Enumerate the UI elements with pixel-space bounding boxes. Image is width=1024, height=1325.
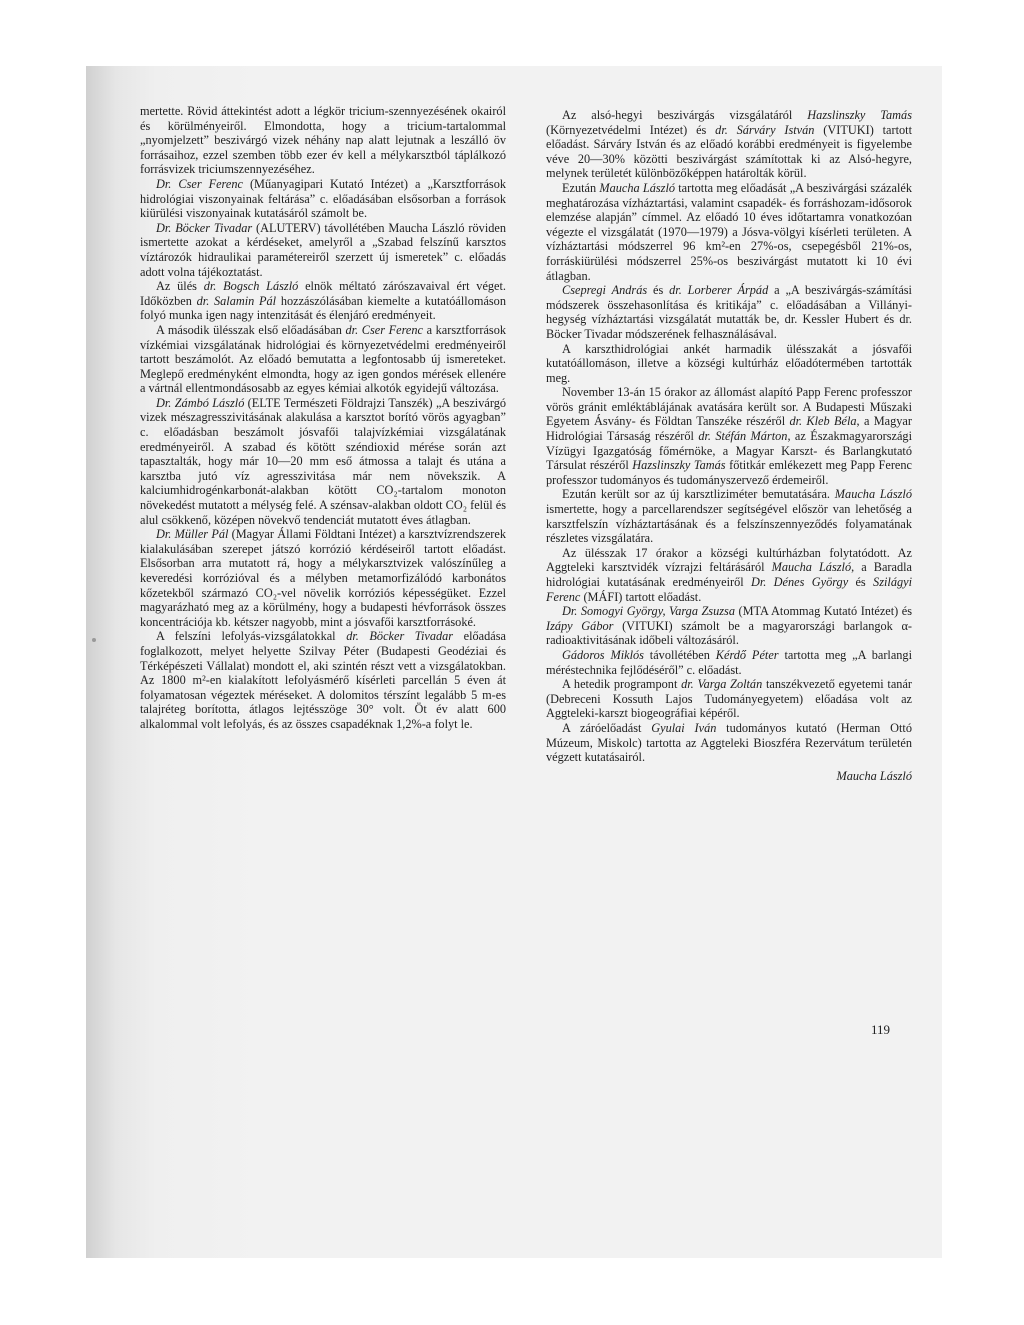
paragraph-text: (Magyar Állami Földtani Intézet) a karsztvízrendszerek kialakulásában szerepet játszó korrózió kérdéseiről tartott előadást. Elsősorban arra mutatott rá, hogy a mélykarsztvizek valószínűleg a keveredési korrózióval és a mélyben metamorfizálódó karbonátos kőzetekből származó CO₂-vel növelik korróziós képességüket. Ezzel magyarázható meg az a körülmény, hogy a budapesti hévforrások összes koncentrációja kb. kétszer nagyobb, mint a jósvafői karsztforrásoké. xyxy=(140,527,506,629)
paragraph xyxy=(546,487,912,545)
person-name: dr. Varga Zoltán xyxy=(681,677,763,692)
paragraph-text: és xyxy=(848,575,874,589)
paragraph xyxy=(546,181,912,283)
paragraph-text: (MÁFI) tartott előadást. xyxy=(580,589,702,604)
paragraph-text: (Környezetvédelmi Intézet) és xyxy=(546,122,716,137)
person-name: Csepregi András xyxy=(562,283,648,298)
paragraph-text: A karszthidrológiai ankét harmadik ülésszakát a jósvafői kutatóállomáson, illetve a községi kultúrház előadótermében tartották meg. xyxy=(546,341,912,385)
paragraph-text: tartotta meg „A barlangi méréstechnika fejlődéséről” c. előadást. xyxy=(546,647,912,677)
person-name: Dr. Müller Pál xyxy=(156,527,229,542)
person-name: dr. Bogsch László xyxy=(203,279,299,294)
person-name: Hazslinszky Tamás xyxy=(632,458,726,473)
paragraph xyxy=(546,546,912,604)
paragraph xyxy=(140,177,506,221)
paragraph-text: , a Magyar Hidrológiai Társaság részéről xyxy=(546,414,912,444)
paragraph xyxy=(140,527,506,629)
paragraph-text: (VITUKI) tartott előadást. Sárváry István és az előadó korábbi eredményeit is figyelembe véve 20—30% közötti beszivárgást számítottak ki az Alsó-hegyre, melynek területét különbözőképpen határolták körül. xyxy=(546,122,912,181)
person-name: Gyulai Iván xyxy=(651,720,717,735)
paragraph-text: ismertette, hogy a parcellarendszer segítségével először van lehetőség a karsztfelszín vízháztartásának és a felszínszennyeződés folyamatának részletes vizsgálatára. xyxy=(546,502,912,546)
paragraph-text: tudományos kutató (Herman Ottó Múzeum, Miskolc) tartotta az Aggteleki Bioszféra Rezervátum területén végzett kutatásairól. xyxy=(546,720,912,765)
paragraph xyxy=(546,385,912,487)
paragraph-text: (Műanyagipari Kutató Intézet) a „Karsztforrások hidrológiai viszonyainak feltárása” c. előadásában elsősorban a források kiürülési viszonyainak kutatásáról számolt be. xyxy=(140,176,506,221)
paragraph-text: Az ülésszak 17 órakor a községi kultúrházban folytatódott. Az Aggteleki karsztvidék vízrajzi feltárásáról xyxy=(546,545,912,575)
paragraph-text: A záróelőadást xyxy=(562,720,652,735)
person-name: dr. Lorberer Árpád xyxy=(669,283,769,298)
paragraph xyxy=(140,104,506,177)
person-name: dr. Kleb Béla xyxy=(789,414,857,429)
paragraph xyxy=(546,283,912,341)
person-name: Izápy Gábor xyxy=(546,618,614,633)
paragraph xyxy=(140,221,506,279)
paragraph xyxy=(546,604,912,648)
person-name: Maucha László xyxy=(834,487,912,502)
paragraph xyxy=(140,629,506,731)
paragraph-text: a „A beszivárgás-számítási módszerek összehasonlítása és kritikája” c. előadásában a Villányi-hegység vízháztartási vizsgálatát mutatták be, dr. Kessler Hubert és dr. Böcker Tivadar módszerének felhasználásával. xyxy=(546,283,912,341)
person-name: dr. Cser Ferenc xyxy=(345,322,423,337)
paragraph-text: előadása foglalkozott, melyet helyette Szilvay Péter (Budapesti Geodéziai és Térképészeti Vállalat) mondott el, aki szintén részt vett a vizsgálatokban. Az 1800 m²-en kialakított lefolyásmérő kísérleti parcellán 5 éven át folyamatosan végeztek méréseket. A dolomitos térszínt legalább 5 m-es talajréteg borította, átlagos lejtésszöge 30° volt. Öt év alatt 600 alkalommal volt lefolyás, és az összes csapadéknak 1,2%-a folyt le. xyxy=(140,629,506,731)
left-column xyxy=(140,104,506,732)
paragraph-text: és xyxy=(647,283,670,298)
paragraph xyxy=(140,279,506,323)
person-name: Kérdő Péter xyxy=(715,647,779,662)
paragraph-text: (ELTE Természeti Földrajzi Tanszék) „A beszivárgó vizek mészagresszivitásának alakulása a karsztot borító vörös agyagban” c. előadásban beszámolt jósvafői talajvízkémiai vizsgálatának eredményeiről. A szabad és kötött széndioxid mérése során azt tapasztalták, hogy már 10—20 mm eső átmossa a talajt és utána a karsztba jutó víz agresszivitása már nem növekszik. A kalciumhidrogénkarbonát-alakban kötött CO₂-tartalom monoton növekedést mutatott a mélység felé. A szénsav-alakban oldott CO₂ felül és alul csökkenő, középen növekvő tendenciát mutatott éves átlagban. xyxy=(140,395,506,527)
paragraph-text: elnök méltató zárószavaival ért véget. Időközben xyxy=(140,279,506,308)
person-name: dr. Stéfán Márton xyxy=(698,429,788,444)
person-name: dr. Sárváry István xyxy=(715,122,815,137)
paragraph xyxy=(546,648,912,677)
person-name: Gádoros Miklós xyxy=(562,647,644,662)
margin-speck xyxy=(92,638,96,642)
person-name: Hazslinszky Tamás xyxy=(807,108,912,122)
paragraph-text: tartotta meg előadását „A beszivárgási százalék meghatározása vízháztartási, valamint csapadék- és forráshozam-idősorok elemzése alapján” címmel. Az előadó 10 éves időtartamra vonatkozóan végezte el vizsgálatát (1970—1979) a Jósva-völgyi kísérleti területen. A vízháztartási módszerrel 96 km²-en 27%-os, csepegésből 21%-os, forráskiürülési módszerrel 25%-os beszivárgást mutatott ki 10 évi átlagban. xyxy=(546,180,912,283)
person-name: Maucha László xyxy=(599,180,676,195)
scanned-page xyxy=(86,66,942,1258)
paragraph-text: (MTA Atommag Kutató Intézet) és xyxy=(734,604,912,619)
paragraph-text: Ezután került sor az új karsztliziméter bemutatására. xyxy=(562,487,835,502)
paragraph xyxy=(546,108,912,181)
person-name: Dr. Zámbó László xyxy=(156,395,245,410)
paragraph-text: November 13-án 15 órakor az állomást alapító Papp Ferenc professzor vörös gránit emléktáblájának avatására került sor. A Budapesti Műszaki Egyetem Ásvány- és Földtan Tanszéke részéről xyxy=(546,385,912,429)
paragraph-text: Ezután xyxy=(562,180,600,195)
paragraph-text: A második ülésszak első előadásában xyxy=(156,322,346,337)
paragraph-text: a karsztforrások vízkémiai vizsgálatának hidrológiai és környezetvédelmi eredményeiről tartott beszámolót. Az előadó bemutatta a legfontosabb új ismereteket. Meglepő eredményként elmondta, hogy az igen gondos mérések ellenére a vártnál ellentmondásosabb az egyes kémiai alkotók egyidejű változása. xyxy=(140,322,506,396)
paragraph-text: , az Északmagyarországi Vízügyi Igazgatóság főmérnöke, a Magyar Karszt- és Barlangkutató Társulat részéről xyxy=(546,429,912,473)
paragraph-text: Az alsó-hegyi beszivárgás vizsgálatáról xyxy=(562,108,808,122)
paragraph xyxy=(546,342,912,386)
person-name: Dr. Somogyi György, Varga Zsuzsa xyxy=(562,604,735,619)
paragraph xyxy=(140,396,506,527)
paragraph-text: főtitkár emlékezett meg Papp Ferenc professzor tudományos és tudományszervező érdemeiről. xyxy=(546,458,912,487)
person-name: Maucha László xyxy=(771,560,852,575)
right-column xyxy=(546,108,912,783)
paragraph xyxy=(140,323,506,396)
paragraph xyxy=(546,677,912,721)
paragraph-text: Az ülés xyxy=(156,279,204,294)
paragraph-text: (ALUTERV) távollétében Maucha László röviden ismertette azokat a kérdéseket, amelyről a „Szabad felszínű karsztos víztározók hidraulikai paramétereiről szerzett új ismeretek” c. előadás adott volna tájékoztatást. xyxy=(140,220,506,279)
paragraph-text: távollétében xyxy=(643,647,716,662)
paragraph-text: , a Baradla hidrológiai kutatásának eredményeiről xyxy=(546,560,912,589)
page-number: 119 xyxy=(871,1022,891,1037)
person-name: dr. Böcker Tivadar xyxy=(346,629,454,644)
author-signature: Maucha László xyxy=(836,768,912,783)
paragraph-text: A felszíni lefolyás-vizsgálatokkal xyxy=(156,629,347,644)
paragraph-text: tanszékvezető egyetemi tanár (Debreceni Kossuth Lajos Tudományegyetem) előadása volt az Aggteleki-karszt biogeográfiai képéről. xyxy=(546,677,913,721)
person-name: Dr. Dénes György xyxy=(750,575,849,589)
person-name: Dr. Böcker Tivadar xyxy=(156,220,253,235)
person-name: Dr. Cser Ferenc xyxy=(156,176,243,191)
person-name: Szilágyi Ferenc xyxy=(546,575,912,604)
paragraph xyxy=(546,721,912,765)
paragraph-text: (VITUKI) számolt be a magyarországi barlangok α-radioaktivitásának időbeli változásáról. xyxy=(546,618,912,648)
person-name: dr. Salamin Pál xyxy=(196,293,277,308)
paragraph-text: mertette. Rövid áttekintést adott a légkör tricium-szennyezésének okairól és körülményeiről. Elmondotta, hogy a tricium-tartalommal „nyomjelzett” beszivárgó vizek néhány nap alatt lejutnak a leszálló öv forrásaihoz, ezzel szemben több ezer év kell a mélykarsztból táplálkozó forrásvizek triciumszennyezéséhez. xyxy=(140,104,506,177)
paragraph-text: hozzászólásában kiemelte a kutatóállomáson folyó munka igen nagy intenzitását és élenjáró eredményeit. xyxy=(140,293,506,323)
paragraph-text: A hetedik programpont xyxy=(562,677,682,692)
